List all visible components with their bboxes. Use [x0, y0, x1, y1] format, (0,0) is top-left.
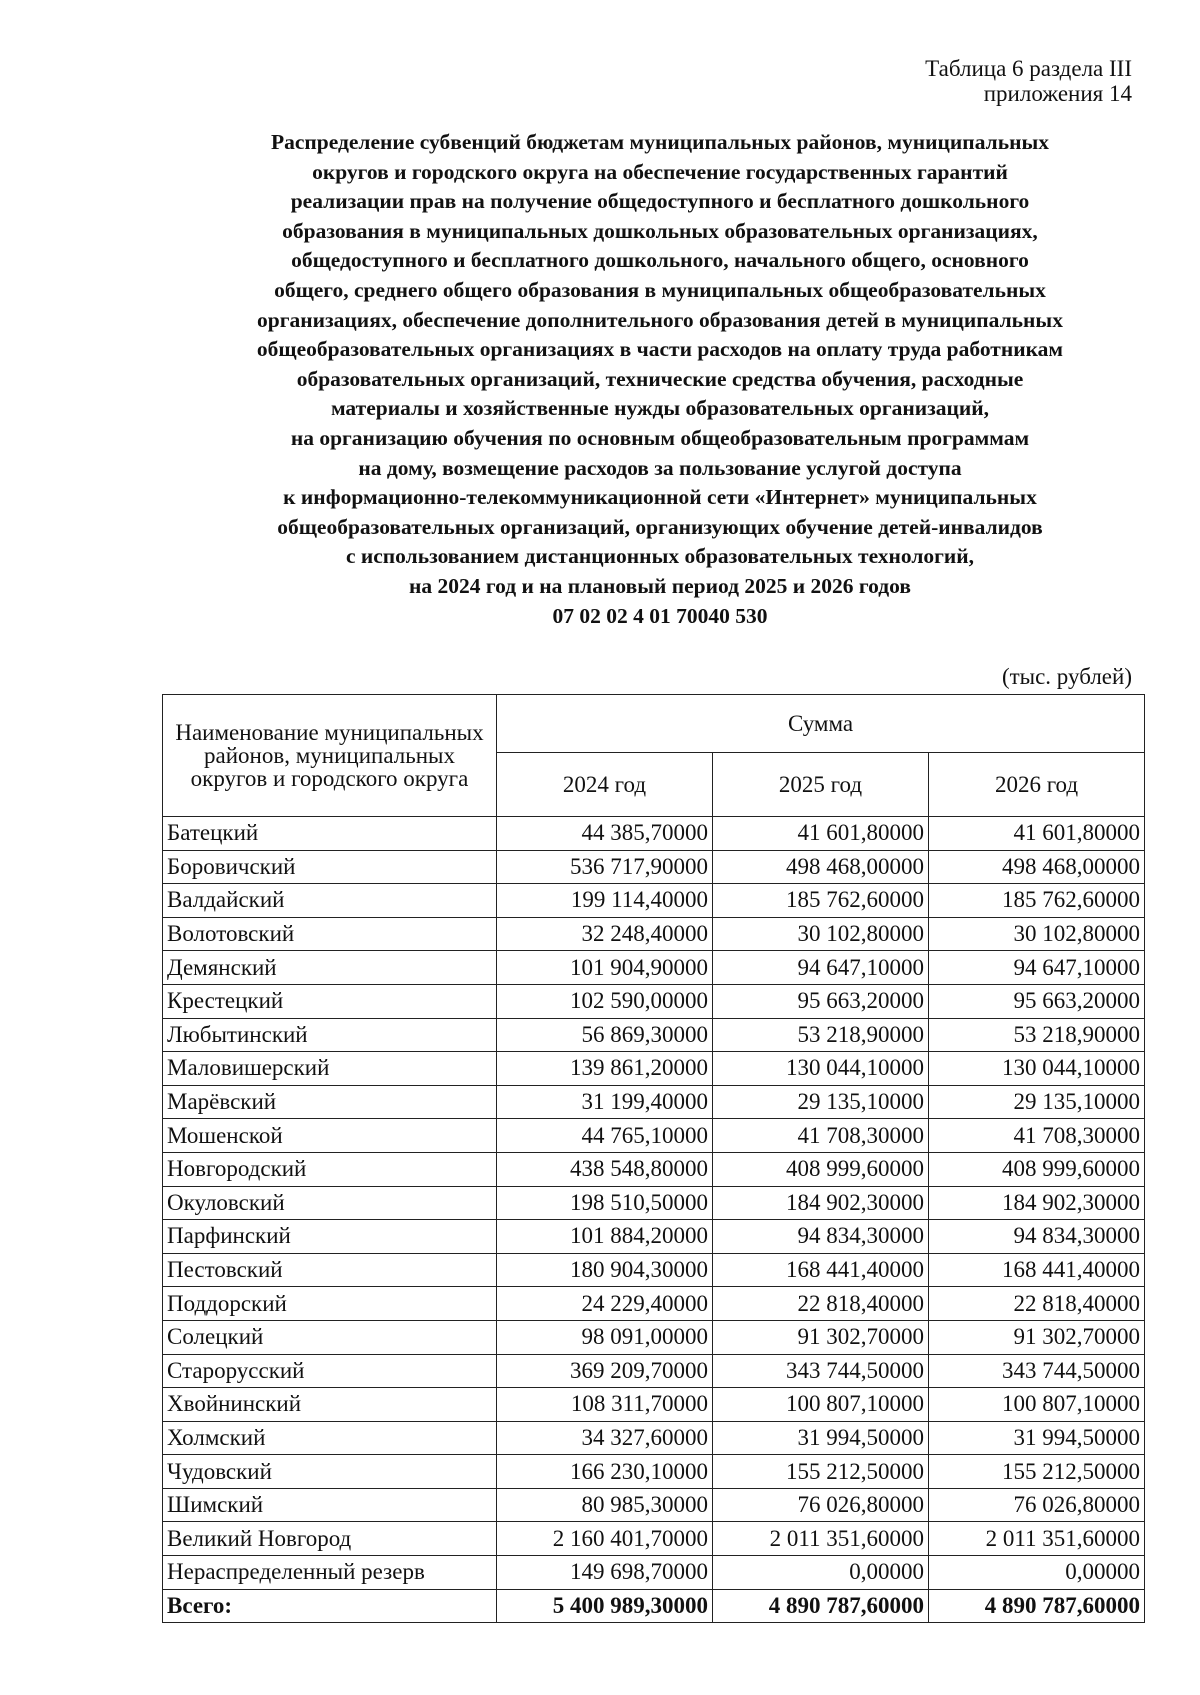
- value-2025-cell: 185 762,60000: [713, 884, 929, 918]
- district-name-cell: Крестецкий: [163, 984, 497, 1018]
- value-2024-cell: 369 209,70000: [497, 1354, 713, 1388]
- year-2025-header: 2025 год: [713, 753, 929, 817]
- district-name-cell: Холмский: [163, 1421, 497, 1455]
- table-row: [163, 1119, 1145, 1153]
- district-name-cell: Боровичский: [163, 850, 497, 884]
- table-row: [163, 1220, 1145, 1254]
- value-2024-cell: 32 248,40000: [497, 917, 713, 951]
- value-2025-cell: 184 902,30000: [713, 1186, 929, 1220]
- value-2025-cell: 22 818,40000: [713, 1287, 929, 1321]
- value-2025-cell: 41 708,30000: [713, 1119, 929, 1153]
- value-2026-cell: 498 468,00000: [929, 850, 1145, 884]
- value-2026-cell: 29 135,10000: [929, 1085, 1145, 1119]
- district-name-cell: Солецкий: [163, 1320, 497, 1354]
- value-2024-cell: 2 160 401,70000: [497, 1522, 713, 1556]
- district-name-cell: Шимский: [163, 1488, 497, 1522]
- district-name-cell: Пестовский: [163, 1253, 497, 1287]
- value-2025-cell: 100 807,10000: [713, 1388, 929, 1422]
- table-row: [163, 1455, 1145, 1489]
- value-2025-cell: 31 994,50000: [713, 1421, 929, 1455]
- title-line: округов и городского округа на обеспечение государственных гарантий: [312, 159, 1008, 184]
- total-row: [163, 1589, 1145, 1623]
- title-line: организациях, обеспечение дополнительного образования детей в муниципальных: [257, 307, 1063, 332]
- name-column-header: Наименование муниципальных районов, муниципальных округов и городского округа: [163, 695, 497, 817]
- value-2026-cell: 31 994,50000: [929, 1421, 1145, 1455]
- value-2026-cell: 100 807,10000: [929, 1388, 1145, 1422]
- title-line: на организацию обучения по основным общеобразовательным программам: [290, 425, 1030, 450]
- value-2024-cell: 102 590,00000: [497, 984, 713, 1018]
- value-2025-cell: 95 663,20000: [713, 984, 929, 1018]
- value-2025-cell: 4 890 787,60000: [713, 1589, 929, 1623]
- table-row: [163, 1018, 1145, 1052]
- value-2025-cell: 30 102,80000: [713, 917, 929, 951]
- table-row: [163, 1488, 1145, 1522]
- value-2024-cell: 44 385,70000: [497, 817, 713, 851]
- title-line: общеобразовательных организациях в части расходов на оплату труда работникам: [256, 337, 1064, 362]
- value-2024-cell: 98 091,00000: [497, 1320, 713, 1354]
- title-line: Распределение субвенций бюджетам муниципальных районов, муниципальных: [270, 130, 1049, 154]
- value-2025-cell: 408 999,60000: [713, 1152, 929, 1186]
- title-line: общедоступного и бесплатного дошкольного, начального общего, основного: [291, 248, 1029, 273]
- value-2024-cell: 180 904,30000: [497, 1253, 713, 1287]
- value-2026-cell: 2 011 351,60000: [929, 1522, 1145, 1556]
- value-2024-cell: 166 230,10000: [497, 1455, 713, 1489]
- value-2024-cell: 101 884,20000: [497, 1220, 713, 1254]
- title-line: материалы и хозяйственные нужды образовательных организаций,: [330, 396, 990, 421]
- value-2025-cell: 0,00000: [713, 1556, 929, 1590]
- value-2026-cell: 130 044,10000: [929, 1052, 1145, 1086]
- value-2026-cell: 76 026,80000: [929, 1488, 1145, 1522]
- value-2024-cell: 31 199,40000: [497, 1085, 713, 1119]
- value-2025-cell: 94 834,30000: [713, 1220, 929, 1254]
- value-2024-cell: 149 698,70000: [497, 1556, 713, 1590]
- table-row: [163, 1253, 1145, 1287]
- sum-column-header: Сумма: [497, 695, 1145, 753]
- title-line: на 2024 год и на плановый период 2025 и 2026 годов: [409, 573, 911, 598]
- title-line: общеобразовательных организаций, организующих обучение детей-инвалидов: [277, 514, 1043, 539]
- table-row: [163, 1556, 1145, 1590]
- district-name-cell: Нераспределенный резерв: [163, 1556, 497, 1590]
- table-row: [163, 984, 1145, 1018]
- table-row: [163, 1354, 1145, 1388]
- value-2025-cell: 91 302,70000: [713, 1320, 929, 1354]
- district-name-cell: Новгородский: [163, 1152, 497, 1186]
- value-2024-cell: 5 400 989,30000: [497, 1589, 713, 1623]
- value-2026-cell: 95 663,20000: [929, 984, 1145, 1018]
- table-reference: [925, 56, 1132, 106]
- district-name-cell: Старорусский: [163, 1354, 497, 1388]
- title-line: с использованием дистанционных образовательных технологий,: [345, 544, 975, 569]
- value-2024-cell: 199 114,40000: [497, 884, 713, 918]
- table-row: [163, 850, 1145, 884]
- table-row: [163, 1522, 1145, 1556]
- value-2024-cell: 44 765,10000: [497, 1119, 713, 1153]
- table-row: [163, 1186, 1145, 1220]
- value-2025-cell: 343 744,50000: [713, 1354, 929, 1388]
- year-2024-header: 2024 год: [497, 753, 713, 817]
- value-2026-cell: 41 708,30000: [929, 1119, 1145, 1153]
- units-label: (тыс. рублей): [1001, 664, 1132, 689]
- title-line: 07 02 02 4 01 70040 530: [552, 603, 768, 628]
- title-line: к информационно-телекоммуникационной сети «Интернет» муниципальных: [283, 485, 1037, 510]
- title-line: реализации прав на получение общедоступного и бесплатного дошкольного: [290, 189, 1030, 214]
- table-row: [163, 1320, 1145, 1354]
- appendix-reference-line: приложения 14: [983, 81, 1132, 106]
- table-row: [163, 1421, 1145, 1455]
- year-2026-header: 2026 год: [929, 753, 1145, 817]
- district-name-cell: Парфинский: [163, 1220, 497, 1254]
- value-2026-cell: 343 744,50000: [929, 1354, 1145, 1388]
- table-row: [163, 1287, 1145, 1321]
- distribution-table: [162, 694, 1145, 1623]
- value-2024-cell: 438 548,80000: [497, 1152, 713, 1186]
- value-2024-cell: 198 510,50000: [497, 1186, 713, 1220]
- district-name-cell: Марёвский: [163, 1085, 497, 1119]
- district-name-cell: Хвойнинский: [163, 1388, 497, 1422]
- value-2026-cell: 4 890 787,60000: [929, 1589, 1145, 1623]
- value-2025-cell: 168 441,40000: [713, 1253, 929, 1287]
- table-row: [163, 917, 1145, 951]
- district-name-cell: Поддорский: [163, 1287, 497, 1321]
- value-2024-cell: 34 327,60000: [497, 1421, 713, 1455]
- value-2025-cell: 94 647,10000: [713, 951, 929, 985]
- value-2026-cell: 53 218,90000: [929, 1018, 1145, 1052]
- table-row: [163, 951, 1145, 985]
- value-2024-cell: 56 869,30000: [497, 1018, 713, 1052]
- title-line: образовательных организаций, технические средства обучения, расходные: [296, 366, 1024, 391]
- district-name-cell: Маловишерский: [163, 1052, 497, 1086]
- value-2024-cell: 108 311,70000: [497, 1388, 713, 1422]
- title-line: общего, среднего общего образования в муниципальных общеобразовательных: [274, 277, 1046, 302]
- value-2025-cell: 53 218,90000: [713, 1018, 929, 1052]
- value-2024-cell: 139 861,20000: [497, 1052, 713, 1086]
- district-name-cell: Великий Новгород: [163, 1522, 497, 1556]
- value-2026-cell: 0,00000: [929, 1556, 1145, 1590]
- district-name-cell: Любытинский: [163, 1018, 497, 1052]
- table-body: [163, 817, 1145, 1623]
- table-row: [163, 884, 1145, 918]
- table-row: [163, 1388, 1145, 1422]
- district-name-cell: Батецкий: [163, 817, 497, 851]
- value-2026-cell: 155 212,50000: [929, 1455, 1145, 1489]
- value-2026-cell: 30 102,80000: [929, 917, 1145, 951]
- value-2025-cell: 155 212,50000: [713, 1455, 929, 1489]
- value-2024-cell: 24 229,40000: [497, 1287, 713, 1321]
- value-2026-cell: 94 647,10000: [929, 951, 1145, 985]
- table-reference-line: Таблица 6 раздела III: [925, 56, 1132, 81]
- value-2025-cell: 41 601,80000: [713, 817, 929, 851]
- value-2025-cell: 130 044,10000: [713, 1052, 929, 1086]
- value-2026-cell: 184 902,30000: [929, 1186, 1145, 1220]
- value-2026-cell: 91 302,70000: [929, 1320, 1145, 1354]
- value-2025-cell: 498 468,00000: [713, 850, 929, 884]
- table-row: [163, 1085, 1145, 1119]
- value-2026-cell: 168 441,40000: [929, 1253, 1145, 1287]
- value-2026-cell: 41 601,80000: [929, 817, 1145, 851]
- value-2026-cell: 94 834,30000: [929, 1220, 1145, 1254]
- district-name-cell: Всего:: [163, 1589, 497, 1623]
- table-row: [163, 1052, 1145, 1086]
- district-name-cell: Окуловский: [163, 1186, 497, 1220]
- district-name-cell: Волотовский: [163, 917, 497, 951]
- table-row: [163, 1152, 1145, 1186]
- document-title: [130, 128, 1190, 631]
- value-2026-cell: 22 818,40000: [929, 1287, 1145, 1321]
- value-2025-cell: 2 011 351,60000: [713, 1522, 929, 1556]
- district-name-cell: Валдайский: [163, 884, 497, 918]
- value-2024-cell: 101 904,90000: [497, 951, 713, 985]
- value-2025-cell: 76 026,80000: [713, 1488, 929, 1522]
- value-2025-cell: 29 135,10000: [713, 1085, 929, 1119]
- title-line: на дому, возмещение расходов за пользование услугой доступа: [358, 455, 962, 480]
- district-name-cell: Демянский: [163, 951, 497, 985]
- district-name-cell: Мошенской: [163, 1119, 497, 1153]
- value-2024-cell: 80 985,30000: [497, 1488, 713, 1522]
- value-2026-cell: 185 762,60000: [929, 884, 1145, 918]
- value-2026-cell: 408 999,60000: [929, 1152, 1145, 1186]
- title-line: образования в муниципальных дошкольных образовательных организациях,: [282, 218, 1038, 243]
- table-row: [163, 817, 1145, 851]
- value-2024-cell: 536 717,90000: [497, 850, 713, 884]
- district-name-cell: Чудовский: [163, 1455, 497, 1489]
